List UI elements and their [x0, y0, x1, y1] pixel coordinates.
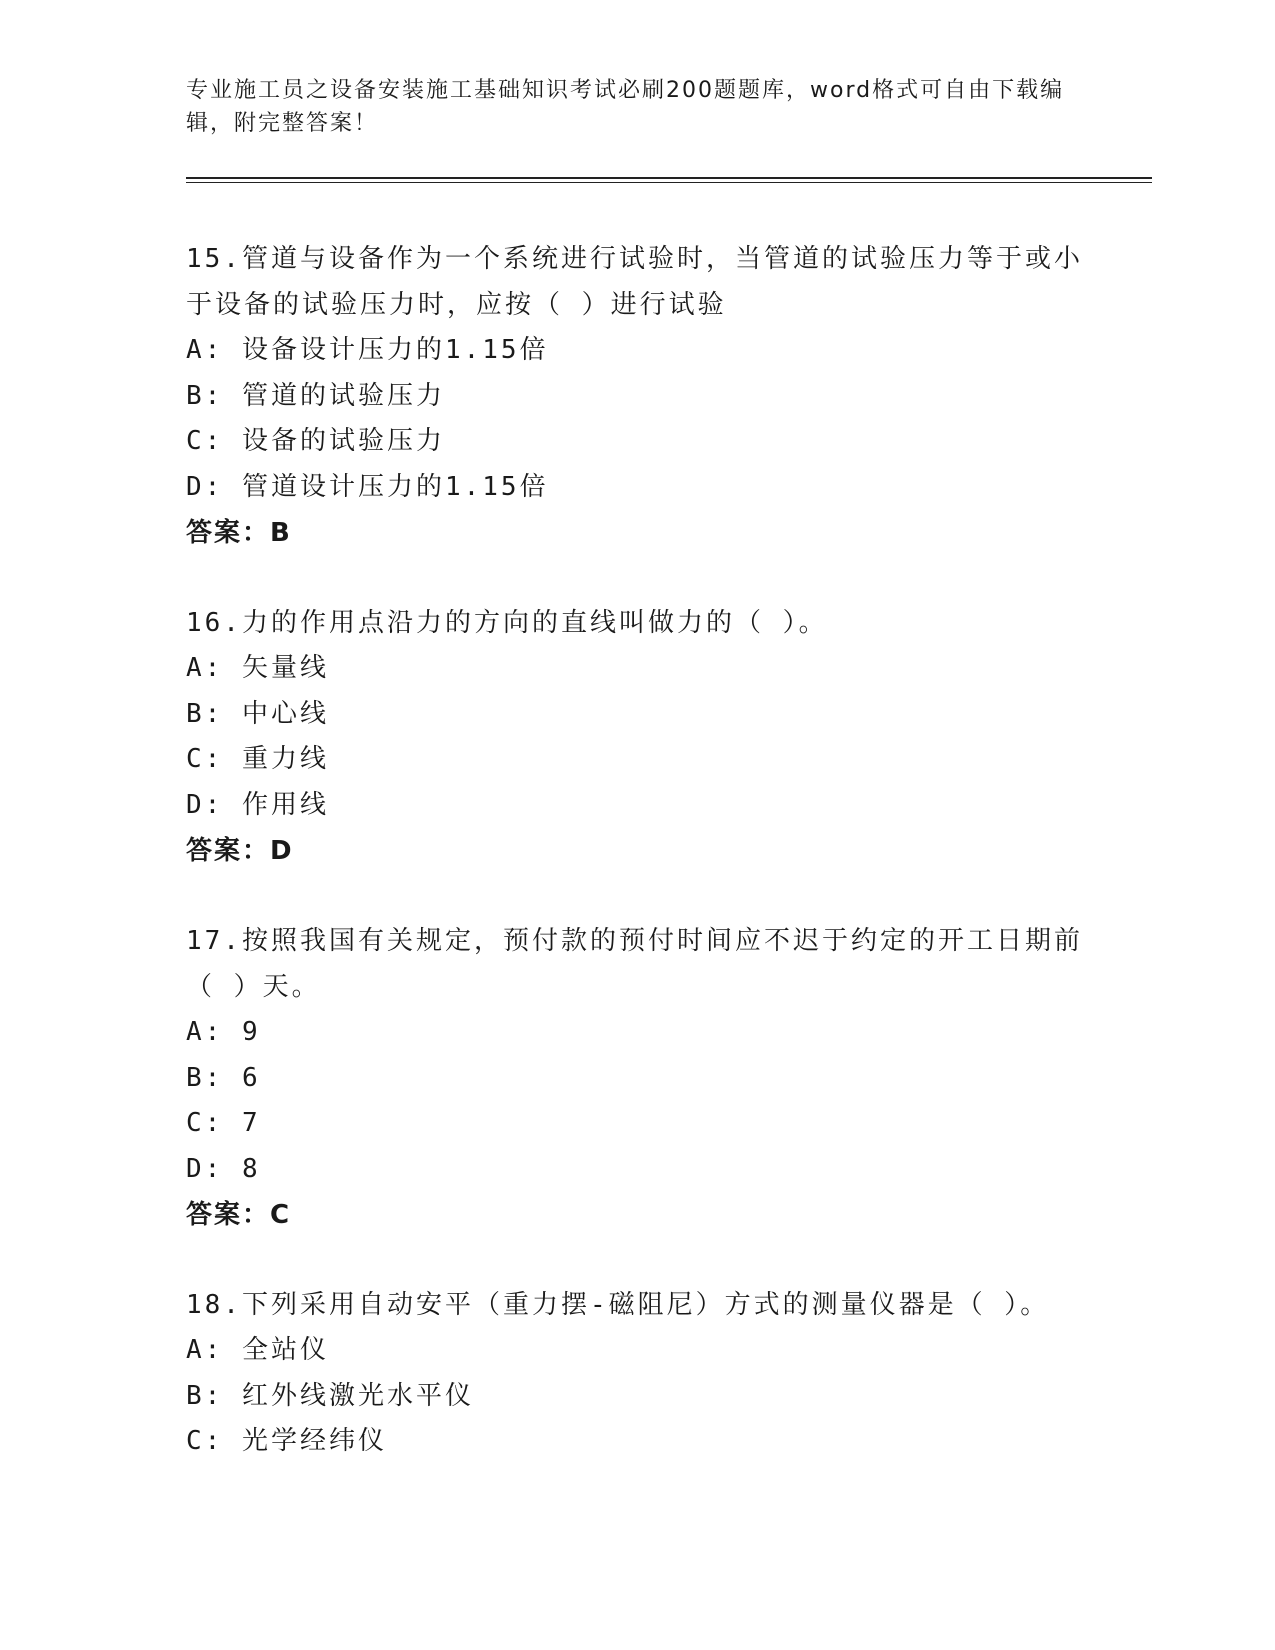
- question-list: [186, 236, 1086, 1509]
- question-stem: 15.管道与设备作为一个系统进行试验时，当管道的试验压力等于或小于设备的试验压力时，应按（ ）进行试验: [186, 244, 1083, 320]
- question-stem: 18.下列采用自动安平（重力摆-磁阻尼）方式的测量仪器是（ ）。: [186, 1290, 1050, 1320]
- option-d: D: 作用线: [186, 789, 329, 820]
- option-d: D: 管道设计压力的1.15倍: [186, 471, 549, 502]
- option-c: C: 光学经纬仪: [186, 1426, 387, 1456]
- option-a: A: 全站仪: [186, 1335, 329, 1365]
- option-c: C: 设备的试验压力: [186, 426, 445, 456]
- question-15: [186, 236, 1086, 556]
- header-divider-secondary: [186, 182, 1152, 183]
- answer-line: 答案：C: [186, 1200, 292, 1230]
- option-b: B: 管道的试验压力: [186, 380, 445, 411]
- answer-line: 答案：B: [186, 518, 292, 548]
- option-a: A: 设备设计压力的1.15倍: [186, 335, 549, 365]
- option-b: B: 红外线激光水平仪: [186, 1380, 474, 1411]
- header-title: 专业施工员之设备安装施工基础知识考试必刷200题题库，word格式可自由下载编辑，附完整答案！: [186, 78, 1065, 136]
- document-header: [186, 74, 1086, 140]
- question-18: [186, 1282, 1086, 1465]
- answer-line: 答案：D: [186, 836, 294, 866]
- option-b: B: 6: [186, 1062, 261, 1093]
- option-b: B: 中心线: [186, 698, 329, 729]
- option-c: C: 重力线: [186, 744, 329, 774]
- option-a: A: 9: [186, 1017, 261, 1047]
- header-divider: [186, 177, 1152, 179]
- question-17: [186, 918, 1086, 1238]
- option-d: D: 8: [186, 1153, 261, 1184]
- question-stem: 17.按照我国有关规定，预付款的预付时间应不迟于约定的开工日期前（ ）天。: [186, 926, 1083, 1002]
- question-16: [186, 600, 1086, 874]
- option-c: C: 7: [186, 1108, 261, 1138]
- question-stem: 16.力的作用点沿力的方向的直线叫做力的（ ）。: [186, 608, 828, 638]
- option-a: A: 矢量线: [186, 653, 329, 683]
